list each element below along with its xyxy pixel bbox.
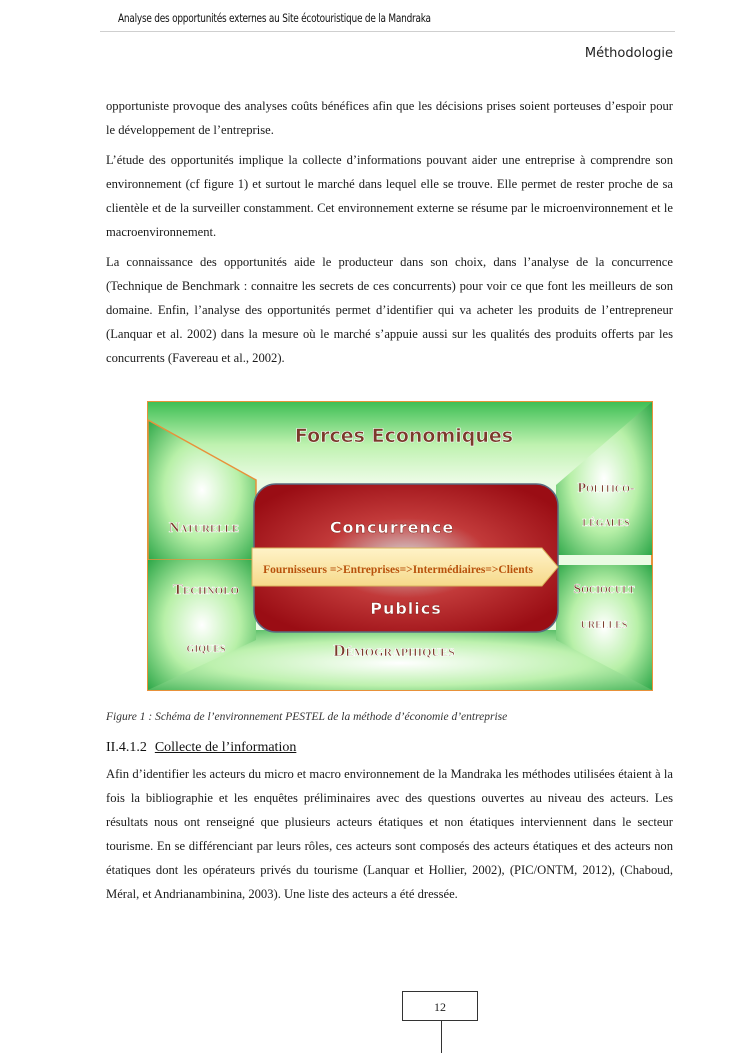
label-demographiques: Démographiques: [333, 641, 455, 660]
running-header-title: Analyse des opportunités externes au Site écotouristique de la Mandraka: [118, 11, 431, 25]
label-technolo-2: giques: [186, 641, 226, 656]
paragraph-2: L’étude des opportunités implique la collecte d’informations pouvant aider une entreprise à comprendre son environnement (cf figure 1) et surtout le marché dans lequel elle se trouve. Elle permet de rester proche de sa clientèle et de la surveiller constamment. Cet environnement externe se résume par le microenvironnement et le macroenvironnement.: [106, 153, 673, 239]
paragraph-4: Afin d’identifier les acteurs du micro et macro environnement de la Mandraka les méthodes utilisées étaient à la fois la bibliographie et les enquêtes préliminaires avec des questions ouvertes au niveau des acteurs. Les résultats nous ont renseigné que plusieurs acteurs étatiques et non étatiques interviennent dans le secteur tourisme. En se différenciant par leurs rôles, ces acteurs sont composés des acteurs étatiques et des acteurs non étatiques dont les opérateurs privés du tourisme (Lanquar et Hollier, 2002), (PIC/ONTM, 2012), (Chaboud, Méral, et Andrianambinina, 2003). Une liste des acteurs a été dressée.: [106, 767, 673, 901]
page-number: 12: [402, 991, 478, 1021]
label-socio-1: Sociocult: [573, 582, 635, 597]
label-naturelle: Naturelle: [168, 520, 240, 536]
label-value-chain: Fournisseurs =>Entreprises=>Intermédiaires=>Clients: [263, 564, 533, 576]
paragraph-3: La connaissance des opportunités aide le producteur dans son choix, dans l’analyse de la concurrence (Technique de Benchmark : connaitre les secrets de ces concurrents) pour voir ce que font les meilleurs de son domaine. Enfin, l’analyse des opportunités permet d’identifier qui va acheter les produits de l’entrepreneur (Lanquar et al. 2002) dans la mesure où le marché s’appuie aussi sur les qualités des produits offerts par les concurrents (Favereau et al., 2002).: [106, 255, 673, 365]
pestel-figure: [146, 400, 654, 692]
figure-caption: Figure 1 : Schéma de l’environnement PESTEL de la méthode d’économie d’entreprise: [106, 711, 508, 723]
label-economiques: Forces Economiques: [294, 425, 514, 447]
section-title: Collecte de l’information: [154, 740, 297, 755]
running-header-section: Méthodologie: [584, 46, 673, 61]
label-politico-1: Politico-: [577, 481, 635, 496]
label-technolo-1: Technolo: [172, 582, 240, 598]
section-number: II.4.1.2: [106, 740, 147, 755]
page-number-stem: [441, 1021, 442, 1053]
paragraph-1: opportuniste provoque des analyses coûts bénéfices afin que les décisions prises soient porteuses d’espoir pour le développement de l’entreprise.: [106, 99, 673, 137]
section-heading: [106, 740, 296, 756]
label-publics: Publics: [370, 599, 442, 618]
label-socio-2: urelles: [580, 617, 628, 632]
label-politico-2: légales: [582, 515, 630, 530]
label-concurrence: Concurrence: [329, 518, 455, 537]
header-rule: [100, 31, 675, 32]
